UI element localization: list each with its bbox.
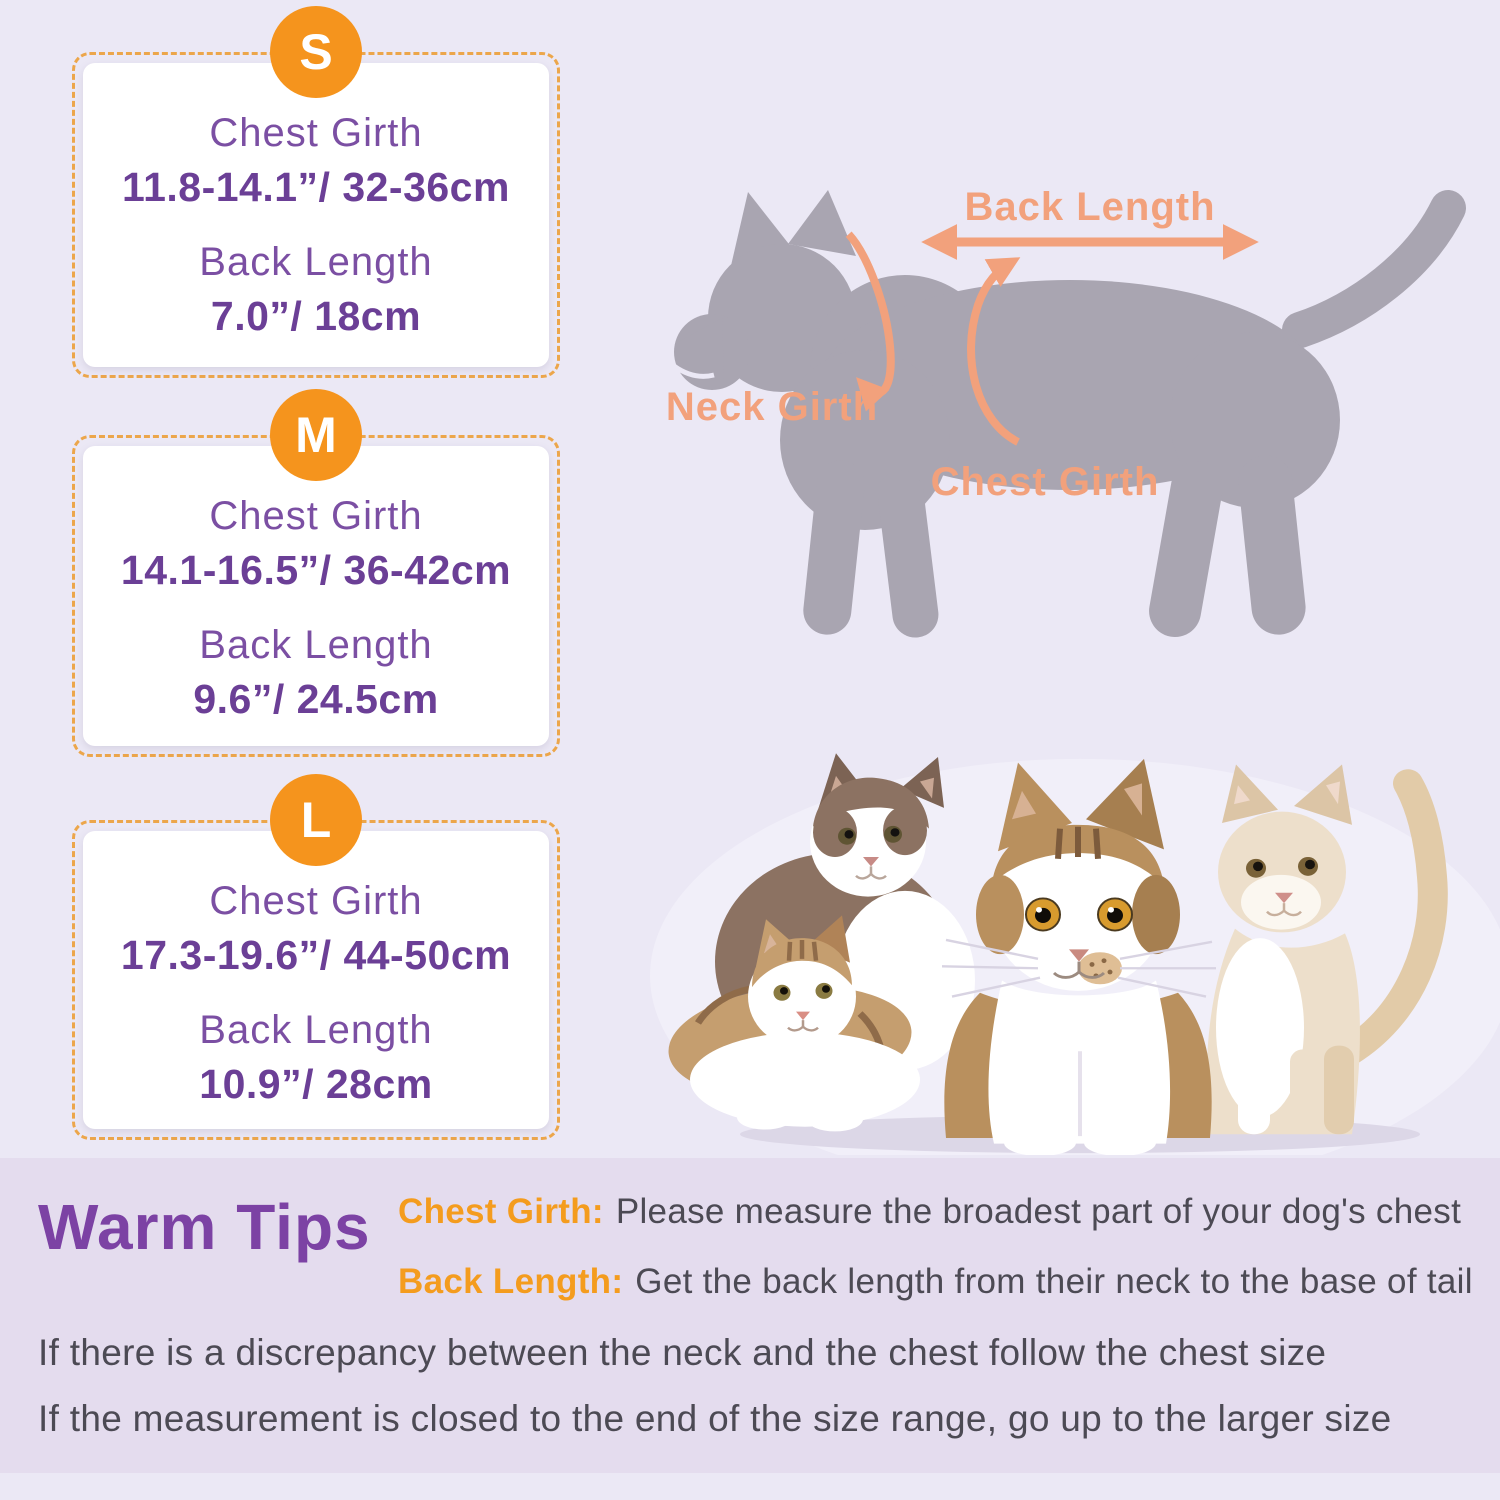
chest-girth-value: 11.8-14.1”/ 32-36cm [122,164,510,210]
size-card-l-body [83,831,549,1129]
size-card-m-body [83,446,549,746]
note-size-range: If the measurement is closed to the end of the size range, go up to the larger size [38,1398,1392,1439]
note-discrepancy: If there is a discrepancy between the neck and the chest follow the chest size [38,1332,1327,1373]
chest-girth-value: 17.3-19.6”/ 44-50cm [120,932,512,978]
size-card-m [72,407,560,757]
size-badge-m [270,389,362,481]
cat-measuring-diagram [660,170,1500,650]
size-letter: M [295,407,337,463]
tip-chest-girth-text: Please measure the broadest part of your dog's chest [615,1192,1462,1231]
chest-girth-label: Chest Girth [209,494,423,538]
cat-tail [1300,208,1448,330]
chest-girth-label: Chest Girth [209,111,423,155]
tip-back-length-label: Back Length: [398,1262,624,1301]
back-length-value: 9.6”/ 24.5cm [193,676,439,723]
warm-tips-title: Warm Tips [38,1191,371,1263]
tip-chest-girth-label: Chest Girth: [398,1192,604,1231]
size-letter: L [300,792,332,848]
tip-chest-girth [398,1192,1461,1232]
size-badge-l [270,774,362,866]
back-length-label: Back Length [199,240,433,285]
tip-back-length-text: Get the back length from their neck to the base of tail [635,1262,1473,1301]
back-length-label: Back Length [199,1008,433,1053]
neck-girth-annotation: Neck Girth [665,385,879,429]
size-letter: S [299,24,333,80]
size-card-l [72,792,560,1140]
back-length-value: 7.0”/ 18cm [210,293,422,340]
cats-photo [650,740,1500,1155]
size-card-s-body [83,63,549,367]
back-length-value: 10.9”/ 28cm [199,1061,433,1108]
chest-girth-label: Chest Girth [209,879,423,923]
back-length-label: Back Length [199,623,433,668]
back-length-annotation: Back Length [964,185,1216,229]
chest-girth-annotation: Chest Girth [930,460,1160,504]
tip-back-length [398,1262,1473,1302]
size-badge-s [270,6,362,98]
chest-girth-value: 14.1-16.5”/ 36-42cm [120,547,512,593]
size-card-s [72,24,560,378]
